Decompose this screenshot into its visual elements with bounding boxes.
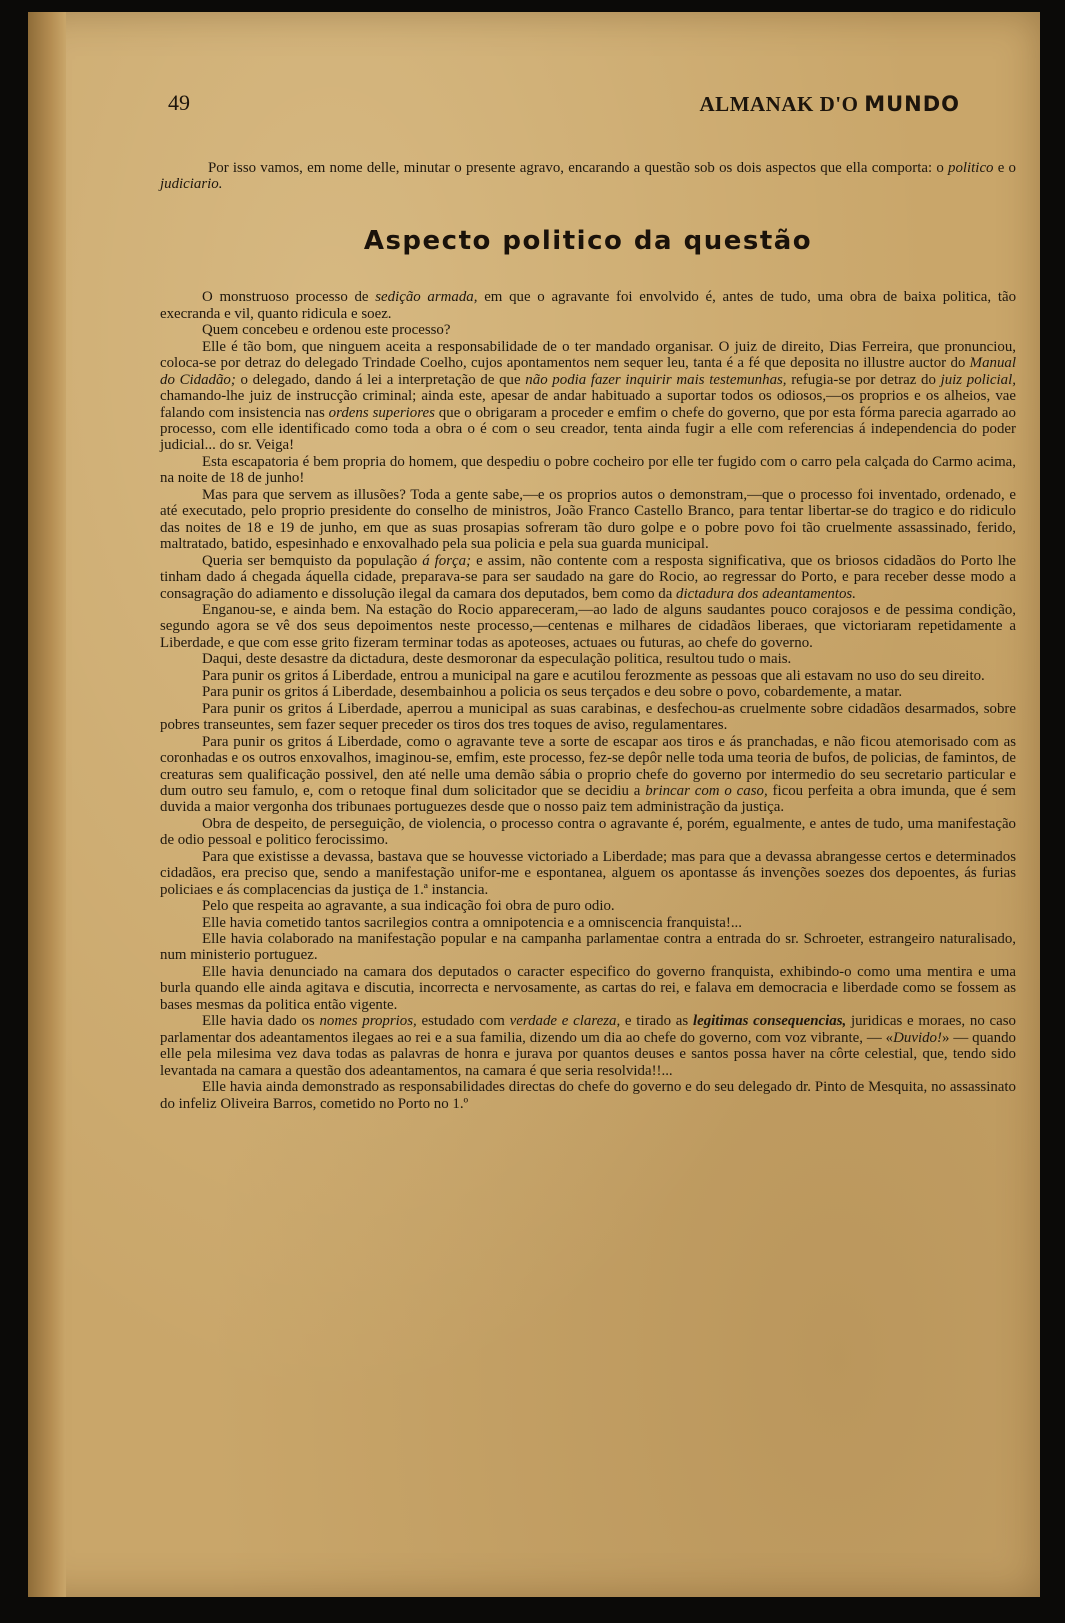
paragraph [160,1013,1016,1079]
italic-phrase: verdade e clareza, [509,1013,621,1030]
text-run: Para que existisse a devassa, bastava que se houvesse victoriado a Liberdade; mas para que a devassa abrangesse certos e determinados cidadãos, era preciso que, sendo a manifestação unifor-me e espontanea, alguem os apontasse ás invenções soezes dos depoentes, ás furias policiaes e ás complacencias da justiça de 1.ª instancia. [160,848,1016,898]
text-run: refugia-se por detraz do [786,371,941,388]
text-run: chamando-lhe juiz de instrucção criminal; ainda este, apesar de andar habituado a suportar todos os odiosos,—os proprios e os alheios, vae falando com insistencia nas [160,388,1016,421]
text-run: Para punir os gritos á Liberdade, desembainhou a policia os seus terçados e deu sobre o povo, cobardemente, a matar. [202,684,903,701]
italic-phrase: Duvido! [893,1029,942,1046]
paragraph [160,701,1016,734]
page-number: 49 [168,90,190,115]
text-run: Enganou-se, e ainda bem. Na estação do Rocio appareceram,—ao lado de alguns saudantes pouco corajosos e de pessima condição, segundo agora se vê dos seus depoimentos neste processo,—centenas e milhares de cidadãos liberaes, que victoriaram repetidamente a Liberdade, e que com esse grito fizeram terminar todas as apoteoses, actuaes ou futuras, ao chefe do governo. [160,601,1016,651]
text-run: Quem concebeu e ordenou este processo? [202,322,451,339]
page [28,12,1040,1597]
page-gutter [28,12,66,1597]
italic-phrase: nomes proprios, [319,1013,417,1030]
text-run: Elle é tão bom, que ninguem aceita a responsabilidade de o ter mandado organisar. O juiz de direito, Dias Ferreira, que pronunciou, coloca-se por detraz do delegado Trindade Coelho, cujos apontamentos nem sequer leu, tanta é a fé que deposita no illustre auctor do [160,338,1016,372]
paragraph [160,454,1016,487]
paragraph [160,684,1016,700]
text-run: Obra de despeito, de perseguição, de violencia, o processo contra o agravante é, porém, egualmente, e antes de tudo, uma manifestação de odio pessoal e politico ferocissimo. [160,815,1016,849]
paragraph [160,289,1016,322]
italic-phrase: brincar com o caso, [645,782,768,799]
intro-paragraph [160,160,1016,193]
paragraph [160,931,1016,964]
text-run: O monstruoso processo de [202,289,376,306]
paragraph [160,898,1016,914]
bold-italic-phrase: legitimas consequencias, [692,1013,847,1030]
italic-phrase: politico [948,160,994,176]
italic-phrase: sedição armada, [375,289,478,306]
paragraph [160,816,1016,849]
text-run: Elle havia denunciado na camara dos deputados o caracter especifico do governo franquista, exhibindo-o como uma mentira e uma burla quando elle ainda agitava e discutia, incorrecta e nervosamente, as cartas do rei, e falava em democracia e liberdade como se fossem as bases mesmas da politica então vigente. [160,963,1016,1013]
paragraph [160,734,1016,816]
text-run: Esta escapatoria é bem propria do homem, que despediu o pobre cocheiro por elle ter fugido com o carro pela calçada do Carmo acima, na noite de 18 de junho! [160,453,1016,487]
text-run: ficou perfeita a obra imunda, que é sem duvida a maior vergonha dos tribunaes portuguezes desde que o nosso paiz tem administração da justiça. [160,782,1016,816]
paragraph [160,553,1016,602]
paragraph [160,602,1016,651]
article-body [160,160,1016,1112]
text-run: Elle havia ainda demonstrado as responsabilidades directas do chefe do governo e do seu delegado dr. Pinto de Mesquita, no assassinato do infeliz Oliveira Barros, cometido no Porto no 1.º [160,1079,1016,1112]
italic-phrase: ordens superiores [328,404,435,421]
italic-phrase: não podia fazer inquirir mais testemunhas, [525,371,787,388]
text-run: Mas para que servem as illusões? Toda a gente sabe,—e os proprios autos o demonstram,—que o processo foi inventado, ordenado, e até executado, pelo proprio presidente do conselho de ministros, João Franco Castello Branco, para tentar libertar-se do tragico e do ridiculo das noites de 18 e 19 de junho, em que as suas prosapias sofreram tão duro golpe e o pobre povo foi tão cruelmente assassinado, ferido, maltratado, batido, espesinhado e enxovalhado pela sua policia e pela sua guarda municipal. [160,486,1016,553]
text-run: » — quando elle pela milesima vez dava todas as palavras de honra e jurava por quantos deuses e santos possa haver na côrte celestial, que, tendo sido levantada na camara a questão dos adeantamentos, na camara é que seria resolvida!!... [160,1029,1016,1079]
text-run: Por isso vamos, em nome delle, minutar o presente agravo, encarando a questão sob os dois aspectos que ella comporta: o [208,160,948,176]
text-run: que o obrigaram a proceder e emfim o chefe do governo, que por esta fórma parecia agarrado ao processo, com elle identificado como toda a obra o é com o seu creador, tenta ainda fugir a elle com referencias á independencia do poder judicial... do sr. Veiga! [160,404,1016,454]
running-title [700,92,960,117]
text-run: juridicas e moraes, no caso parlamentar dos adeantamentos ilegaes ao rei e a sua familia, dizendo um dia ao chefe do governo, com voz vibrante, — « [160,1013,1016,1046]
text-run: o delegado, dando á lei a interpretação de que [235,371,526,388]
text-run: estudado com [416,1013,510,1030]
paragraph [160,651,1016,667]
text-run: e o [993,160,1017,176]
paragraph [160,322,1016,338]
text-run: Daqui, deste desastre da dictadura, deste desmoronar da especulação politica, resultou tudo o mais. [202,651,792,668]
text-run: Para punir os gritos á Liberdade, entrou a municipal na gare e acutilou ferozmente as pessoas que ali estavam no uso do seu direito. [202,667,985,684]
running-title-text: ALMANAK D'O [699,92,865,116]
text-run: Elle havia cometido tantos sacrilegios contra a omnipotencia e a omniscencia franquista!... [202,914,743,931]
section-title: Aspecto politico da questão [363,225,813,256]
text-run: e tirado as [620,1013,693,1030]
text-run: e assim, não contente com a resposta significativa, que os briosos cidadãos do Porto lhe tinham dado á chegada áquella cidade, preparava-se para ser saudado na gare do Rocio, ao regressar do Porto, e para receber desse modo a consagração do adiamento e dissolução ilegal da camara dos deputados, bem como da [160,552,1016,602]
italic-phrase: dictadura dos adeantamentos. [676,585,856,602]
text-run: Para punir os gritos á Liberdade, como o agravante teve a sorte de escapar aos tiros e ás pranchadas, e não ficou atemorisado com as coronhadas e os outros enxovalhos, imaginou-se, emfim, este processo, fez-se depôr nelle toda uma teoria de bufos, de policias, de famintos, de creaturas sem qualificação possivel, den até nelle uma demão sábia o proprio chefe do governo por intermedio do seu secretario particular e dum outro seu famulo, e, com o retoque final dum solicitador que se decidiu a [160,733,1016,799]
text-run: em que o agravante foi envolvido é, antes de tudo, uma obra de baixa politica, tão execranda e vil, quanto ridicula e soez. [160,289,1017,322]
page-header [168,80,960,120]
paragraph-list [160,289,1016,1112]
paragraph [160,1079,1016,1112]
paragraph [160,915,1016,931]
italic-phrase: juiz policial, [940,371,1016,388]
text-run: Queria ser bemquisto da população [202,552,423,569]
paragraph [160,487,1016,553]
italic-phrase: judiciario. [160,176,223,193]
paragraph [160,668,1016,684]
italic-phrase: Manual do Cidadão; [160,355,1016,388]
text-run: Pelo que respeita ao agravante, a sua indicação foi obra de puro odio. [202,898,615,915]
running-title-bold: MUNDO [864,92,960,116]
paragraph [160,849,1016,898]
paragraph [160,339,1016,454]
paragraph [160,964,1016,1013]
text-run: Elle havia colaborado na manifestação popular e na campanha parlamentae contra a entrada do sr. Schroeter, estrangeiro naturalisado, num ministerio portuguez. [160,931,1016,964]
text-run: Elle havia dado os [202,1013,320,1030]
text-run: Para punir os gritos á Liberdade, aperrou a municipal as suas carabinas, e desfechou-as cruelmente sobre cidadãos desarmados, sobre pobres transeuntes, sem fazer sequer preceder os tiros dos tres toques de aviso, regulamentares. [160,700,1016,734]
italic-phrase: á força; [422,552,472,569]
